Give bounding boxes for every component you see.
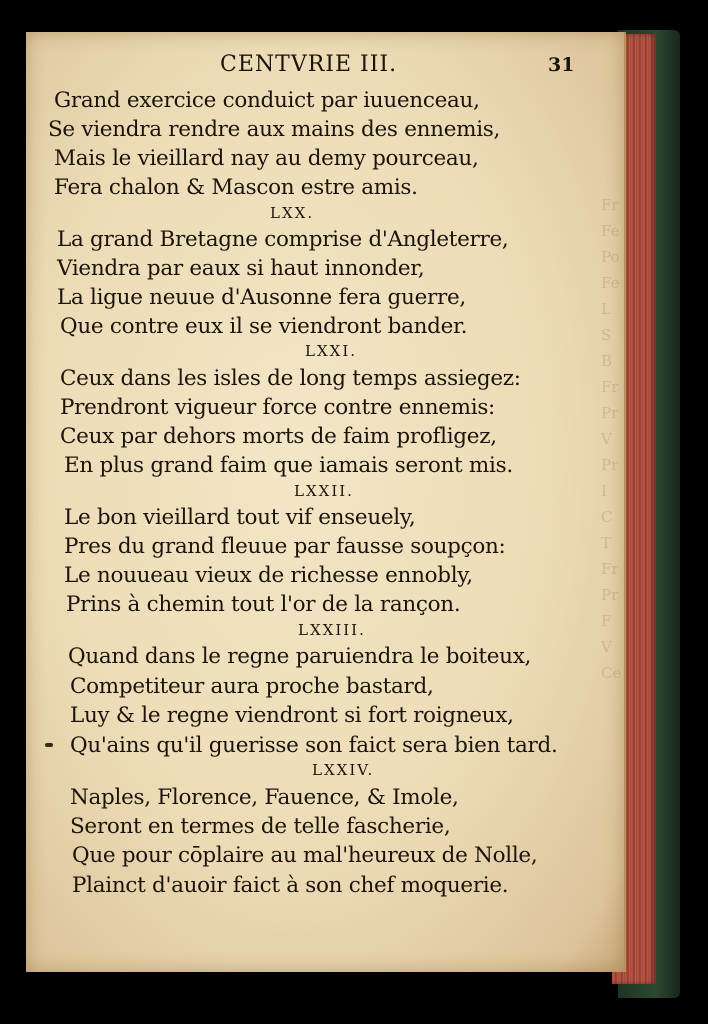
verse-line: Prins à chemin tout l'or de la rançon. — [66, 592, 461, 617]
verse-line: Naples, Florence, Fauence, & Imole, — [70, 785, 459, 810]
verse-line: Qu'ains qu'il guerisse son faict sera bien tard. — [70, 733, 558, 758]
page-number: 31 — [548, 54, 575, 76]
quatrain-numeral: LXXIV. — [312, 761, 375, 779]
verse-line: Ceux dans les isles de long temps assiegez: — [60, 366, 521, 391]
verse-line: Se viendra rendre aux mains des ennemis, — [48, 117, 501, 142]
running-head: CENTVRIE III. — [220, 52, 398, 77]
verse-line: Le bon vieillard tout vif enseuely, — [64, 505, 416, 530]
verse-line: Grand exercice conduict par iuuenceau, — [54, 88, 480, 113]
verse-line: Plainct d'auoir faict à son chef moquerie. — [72, 873, 509, 898]
verse-line: Mais le vieillard nay au demy pourceau, — [54, 146, 479, 171]
quatrain-numeral: LXX. — [270, 204, 315, 222]
verse-line: La grand Bretagne comprise d'Angleterre, — [57, 227, 509, 252]
quatrain-numeral: LXXIII. — [298, 621, 366, 639]
verse-line: Ceux par dehors morts de faim profligez, — [60, 424, 497, 449]
verse-line: En plus grand faim que iamais seront mis. — [64, 453, 513, 478]
margin-mark — [45, 743, 53, 747]
quatrain-numeral: LXXI. — [305, 342, 358, 360]
verse-line: Prendront vigueur force contre ennemis: — [60, 395, 496, 420]
verse-line: Pres du grand fleuue par fausse soupçon: — [64, 534, 506, 559]
verse-line: Que contre eux il se viendront bander. — [60, 314, 468, 339]
verse-line: Quand dans le regne paruiendra le boiteux, — [68, 644, 532, 669]
verse-line: Seront en termes de telle fascherie, — [70, 814, 451, 839]
verse-line: La ligue neuue d'Ausonne fera guerre, — [57, 285, 466, 310]
verse-line: Competiteur aura proche bastard, — [70, 674, 434, 699]
verse-line: Viendra par eaux si haut innonder, — [57, 256, 425, 281]
verse-line: Luy & le regne viendront si fort roigneux, — [70, 703, 514, 728]
quatrain-numeral: LXXII. — [294, 482, 354, 500]
verse-line: Fera chalon & Mascon estre amis. — [54, 175, 418, 200]
verse-line: Le nouueau vieux de richesse ennobly, — [64, 563, 473, 588]
show-through-bleed: Fr Fe Po Fe L S B Fr Pr V Pr I C T Fr Pr F V Ce — [601, 196, 622, 682]
verse-line: Que pour cōplaire au mal'heureux de Nolle, — [72, 843, 538, 868]
